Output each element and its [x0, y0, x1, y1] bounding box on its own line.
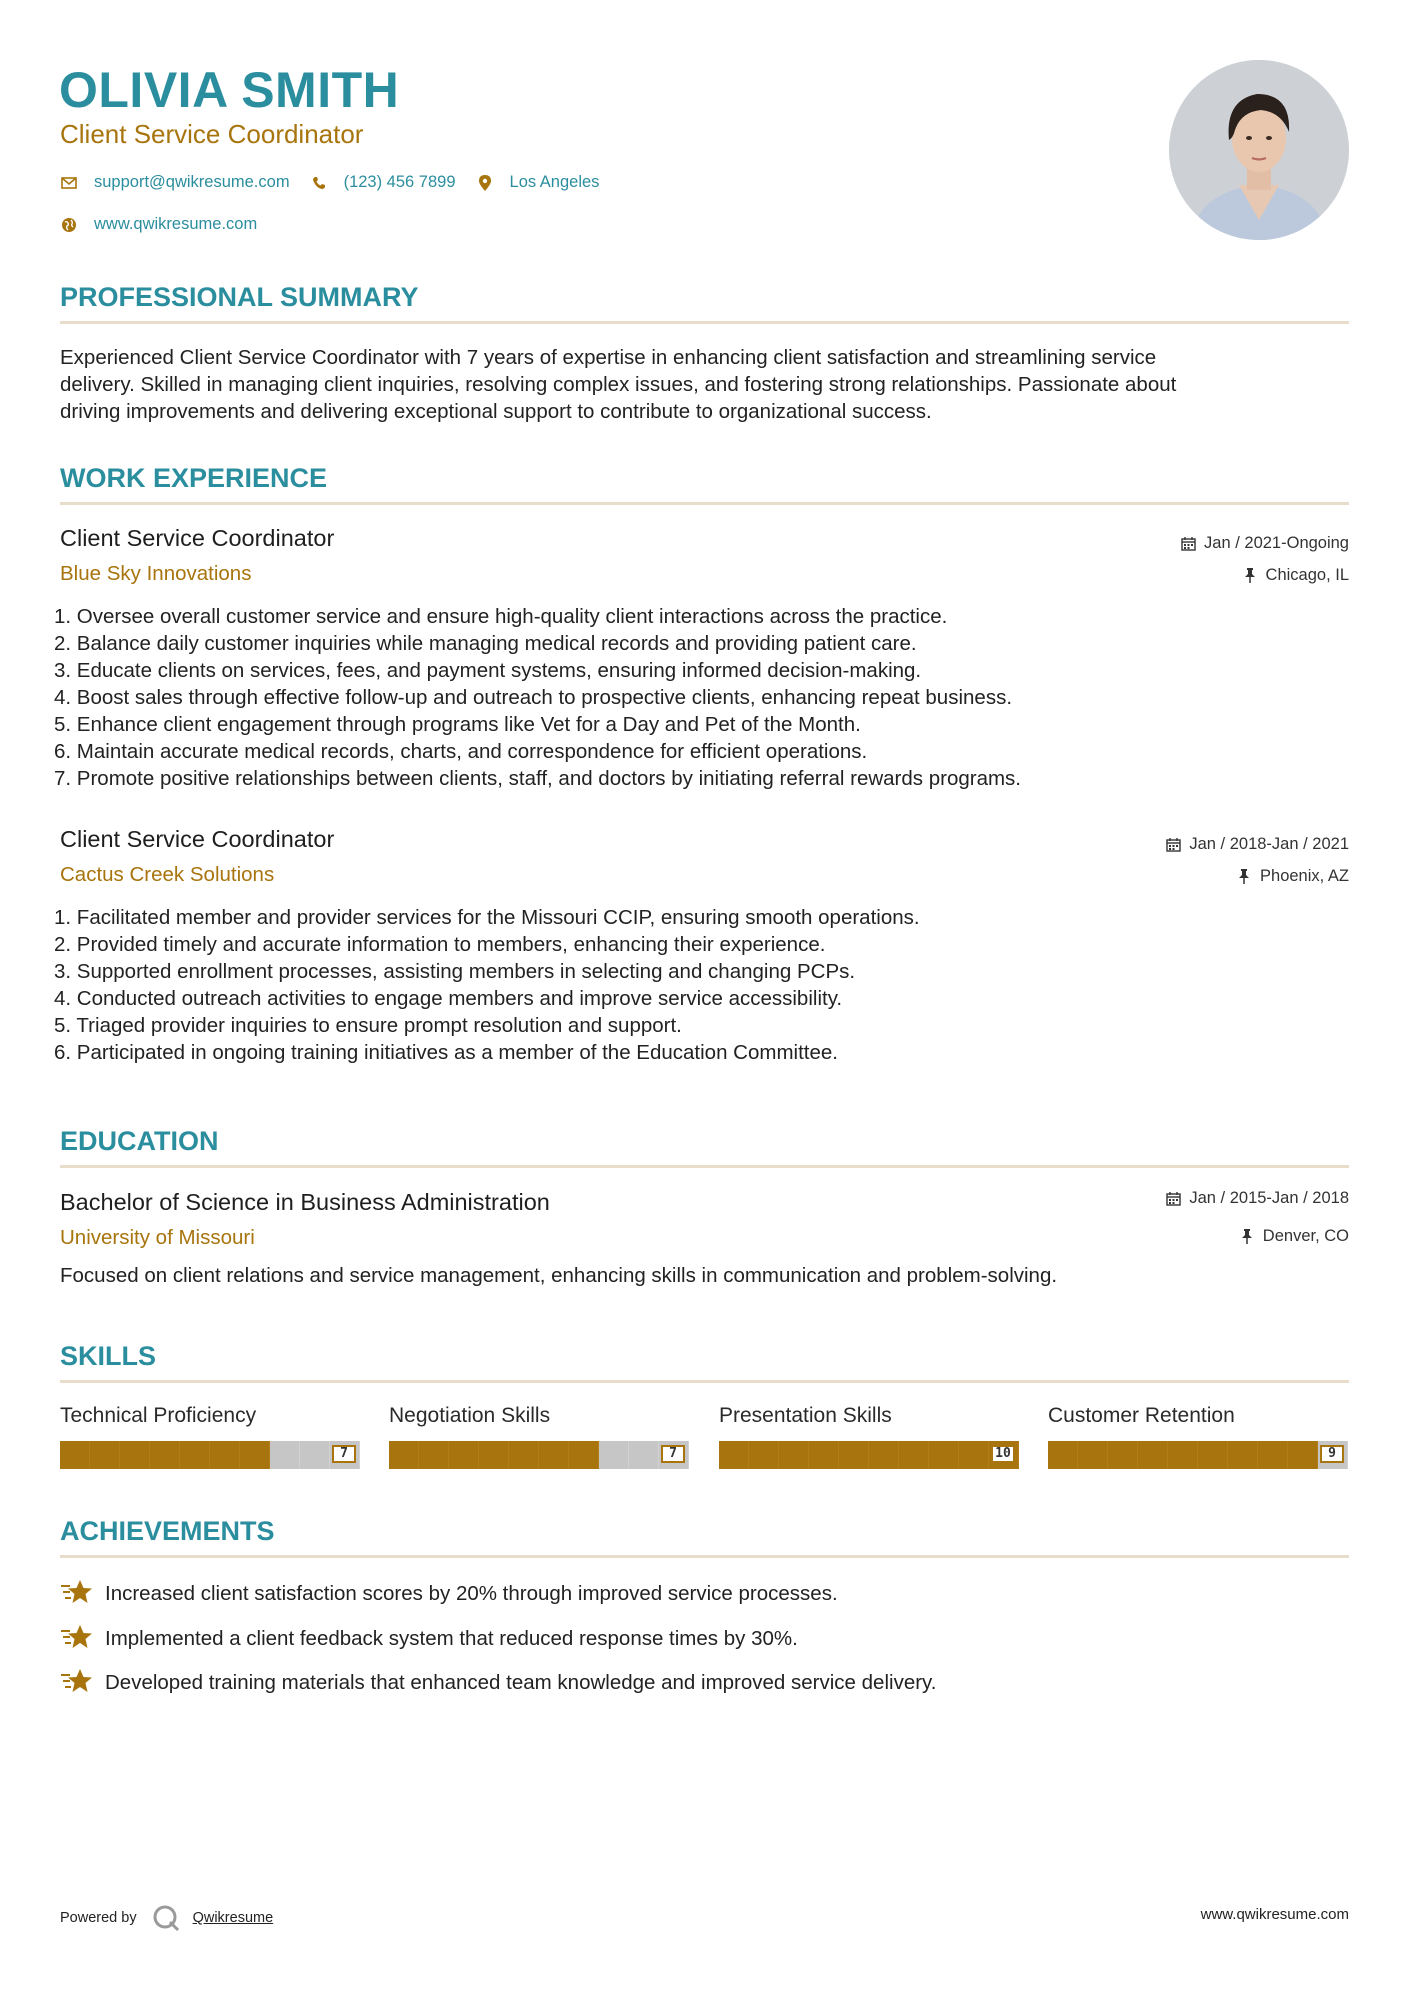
skill-bar-segment: [899, 1441, 929, 1469]
education-description: Focused on client relations and service management, enhancing skills in communication and problem-solving.: [60, 1264, 1058, 1287]
summary-line: driving improvements and delivering exceptional support to contribute to organizational success.: [60, 400, 932, 423]
job-dates: [1165, 833, 1349, 855]
achievements-heading: ACHIEVEMENTS: [60, 1516, 275, 1546]
pushpin-icon: [1242, 567, 1258, 583]
summary-heading: PROFESSIONAL SUMMARY: [60, 282, 419, 312]
job-duties-list: [54, 603, 1344, 792]
summary-text: [60, 344, 1350, 425]
trophy-star-icon: [60, 1578, 94, 1608]
job-company: Blue Sky Innovations: [60, 562, 252, 585]
pushpin-icon: [1239, 1228, 1255, 1244]
section-divider: [60, 1555, 1349, 1558]
list-item: 7. Promote positive relationships between clients, staff, and doctors by initiating referral rewards programs.: [54, 767, 1022, 790]
section-divider: [60, 1165, 1349, 1168]
skill-level-badge: 7: [332, 1445, 356, 1463]
skill-level-bar: [1048, 1441, 1348, 1469]
profile-photo: [1169, 60, 1349, 240]
skill-bar-segment: [240, 1441, 270, 1469]
section-divider: [60, 321, 1349, 324]
degree-title: Bachelor of Science in Business Administration: [60, 1189, 550, 1215]
footer-powered-by: [60, 1903, 273, 1933]
list-item: 3. Supported enrollment processes, assisting members in selecting and changing PCPs.: [54, 960, 856, 983]
list-item: 5. Triaged provider inquiries to ensure prompt resolution and support.: [54, 1014, 682, 1037]
skill-bar-segment: [300, 1441, 330, 1469]
phone-icon: [310, 174, 328, 192]
skill-bar-segment: [90, 1441, 120, 1469]
summary-line: delivery. Skilled in managing client inquiries, resolving complex issues, and fostering strong relationships. Passionate about: [60, 373, 1177, 396]
contact-row-2: [60, 215, 277, 234]
skill-name: Customer Retention: [1048, 1404, 1235, 1427]
skill-bar-segment: [210, 1441, 240, 1469]
section-divider: [60, 1380, 1349, 1383]
skills-heading: SKILLS: [60, 1341, 157, 1371]
achievement-item: [60, 1623, 798, 1653]
section-divider: [60, 502, 1349, 505]
education-location-text: Denver, CO: [1262, 1227, 1349, 1245]
skill-level-badge: 9: [1320, 1445, 1344, 1463]
school-name: University of Missouri: [60, 1226, 255, 1249]
job-company: Cactus Creek Solutions: [60, 863, 275, 886]
skill-bar-segment: [419, 1441, 449, 1469]
email-link[interactable]: support@qwikresume.com: [94, 173, 290, 191]
job-dates-text: Jan / 2021-Ongoing: [1204, 534, 1349, 552]
job-duties-list: [54, 904, 1344, 1066]
achievement-text: Developed training materials that enhanced team knowledge and improved service delivery.: [105, 1670, 937, 1694]
calendar-icon: [1180, 535, 1196, 551]
qwikresume-logo-icon: [151, 1903, 181, 1933]
skill-name: Technical Proficiency: [60, 1404, 257, 1427]
candidate-role: Client Service Coordinator: [60, 119, 364, 149]
skill-bar-segment: [1228, 1441, 1258, 1469]
skill-bar-segment: [569, 1441, 599, 1469]
skill-bar-segment: [929, 1441, 959, 1469]
skill-bar-segment: [60, 1441, 90, 1469]
skill-level-bar: [719, 1441, 1019, 1469]
list-item: 2. Provided timely and accurate information to members, enhancing their experience.: [54, 933, 826, 956]
achievement-text: Implemented a client feedback system that reduced response times by 30%.: [105, 1626, 798, 1650]
skill-bar-segment: [1288, 1441, 1318, 1469]
job-location: [1242, 564, 1349, 586]
phone-text: (123) 456 7899: [343, 173, 456, 191]
pushpin-icon: [1236, 868, 1252, 884]
list-item: 5. Enhance client engagement through programs like Vet for a Day and Pet of the Month.: [54, 713, 861, 736]
skill-bar-segment: [1048, 1441, 1078, 1469]
skill-level-bar: [60, 1441, 360, 1469]
list-item: 6. Maintain accurate medical records, charts, and correspondence for efficient operations.: [54, 740, 868, 763]
skill-bar-segment: [180, 1441, 210, 1469]
achievement-text: Increased client satisfaction scores by 20% through improved service processes.: [105, 1581, 838, 1605]
job-dates-text: Jan / 2018-Jan / 2021: [1189, 835, 1349, 853]
education-location: [1239, 1225, 1349, 1247]
skill-bar-segment: [1198, 1441, 1228, 1469]
contact-row-1: [60, 173, 619, 192]
list-item: 4. Conducted outreach activities to engage members and improve service accessibility.: [54, 987, 843, 1010]
skill-bar-segment: [270, 1441, 300, 1469]
calendar-icon: [1165, 836, 1181, 852]
calendar-icon: [1165, 1190, 1181, 1206]
achievement-item: [60, 1667, 936, 1697]
skill-bar-segment: [869, 1441, 899, 1469]
skill-bar-segment: [719, 1441, 749, 1469]
skill-bar-segment: [809, 1441, 839, 1469]
skill-level-bar: [389, 1441, 689, 1469]
education-dates: [1165, 1187, 1349, 1209]
trophy-star-icon: [60, 1623, 94, 1653]
job-location-text: Chicago, IL: [1265, 566, 1349, 584]
experience-heading: WORK EXPERIENCE: [60, 463, 328, 493]
list-item: 2. Balance daily customer inquiries while managing medical records and providing patient care.: [54, 632, 917, 655]
summary-line: Experienced Client Service Coordinator with 7 years of expertise in enhancing client satisfaction and streamlining service: [60, 346, 1157, 369]
footer-website[interactable]: www.qwikresume.com: [1200, 1906, 1349, 1923]
education-dates-text: Jan / 2015-Jan / 2018: [1189, 1189, 1349, 1207]
skill-bar-segment: [449, 1441, 479, 1469]
website-link[interactable]: www.qwikresume.com: [94, 215, 258, 233]
candidate-name: OLIVIA SMITH: [59, 62, 400, 118]
skill-bar-segment: [509, 1441, 539, 1469]
job-title: Client Service Coordinator: [60, 826, 335, 852]
powered-by-label: Powered by: [60, 1910, 137, 1926]
skill-level-badge: 7: [661, 1445, 685, 1463]
envelope-icon: [60, 174, 78, 192]
skill-bar-segment: [1108, 1441, 1138, 1469]
list-item: 4. Boost sales through effective follow-up and outreach to prospective clients, enhancing repeat business.: [54, 686, 1013, 709]
education-heading: EDUCATION: [60, 1126, 219, 1156]
list-item: 6. Participated in ongoing training initiatives as a member of the Education Committee.: [54, 1041, 838, 1064]
trophy-star-icon: [60, 1667, 94, 1697]
skill-bar-segment: [749, 1441, 779, 1469]
map-marker-icon: [476, 174, 494, 192]
achievement-item: [60, 1578, 838, 1608]
skill-bar-segment: [1258, 1441, 1288, 1469]
job-location: [1236, 865, 1349, 887]
job-dates: [1180, 532, 1349, 554]
skill-bar-segment: [1168, 1441, 1198, 1469]
skill-bar-segment: [120, 1441, 150, 1469]
skill-bar-segment: [389, 1441, 419, 1469]
job-location-text: Phoenix, AZ: [1260, 867, 1349, 885]
list-item: 1. Facilitated member and provider services for the Missouri CCIP, ensuring smooth operations.: [54, 906, 920, 929]
skill-bar-segment: [539, 1441, 569, 1469]
skill-bar-segment: [629, 1441, 659, 1469]
skill-bar-segment: [959, 1441, 989, 1469]
skill-bar-segment: [1138, 1441, 1168, 1469]
location-text: Los Angeles: [509, 173, 600, 191]
list-item: 3. Educate clients on services, fees, and payment systems, ensuring informed decision-making.: [54, 659, 922, 682]
globe-icon: [60, 216, 78, 234]
list-item: 1. Oversee overall customer service and ensure high-quality client interactions across the practice.: [54, 605, 948, 628]
skill-bar-segment: [1078, 1441, 1108, 1469]
skill-bar-segment: [599, 1441, 629, 1469]
skill-name: Negotiation Skills: [389, 1404, 551, 1427]
skill-bar-segment: [479, 1441, 509, 1469]
skill-name: Presentation Skills: [719, 1404, 892, 1427]
skill-bar-segment: [839, 1441, 869, 1469]
skill-level-badge: 10: [991, 1445, 1015, 1463]
skill-bar-segment: [150, 1441, 180, 1469]
job-title: Client Service Coordinator: [60, 525, 335, 551]
brand-link[interactable]: Qwikresume: [192, 1910, 274, 1926]
skill-bar-segment: [779, 1441, 809, 1469]
